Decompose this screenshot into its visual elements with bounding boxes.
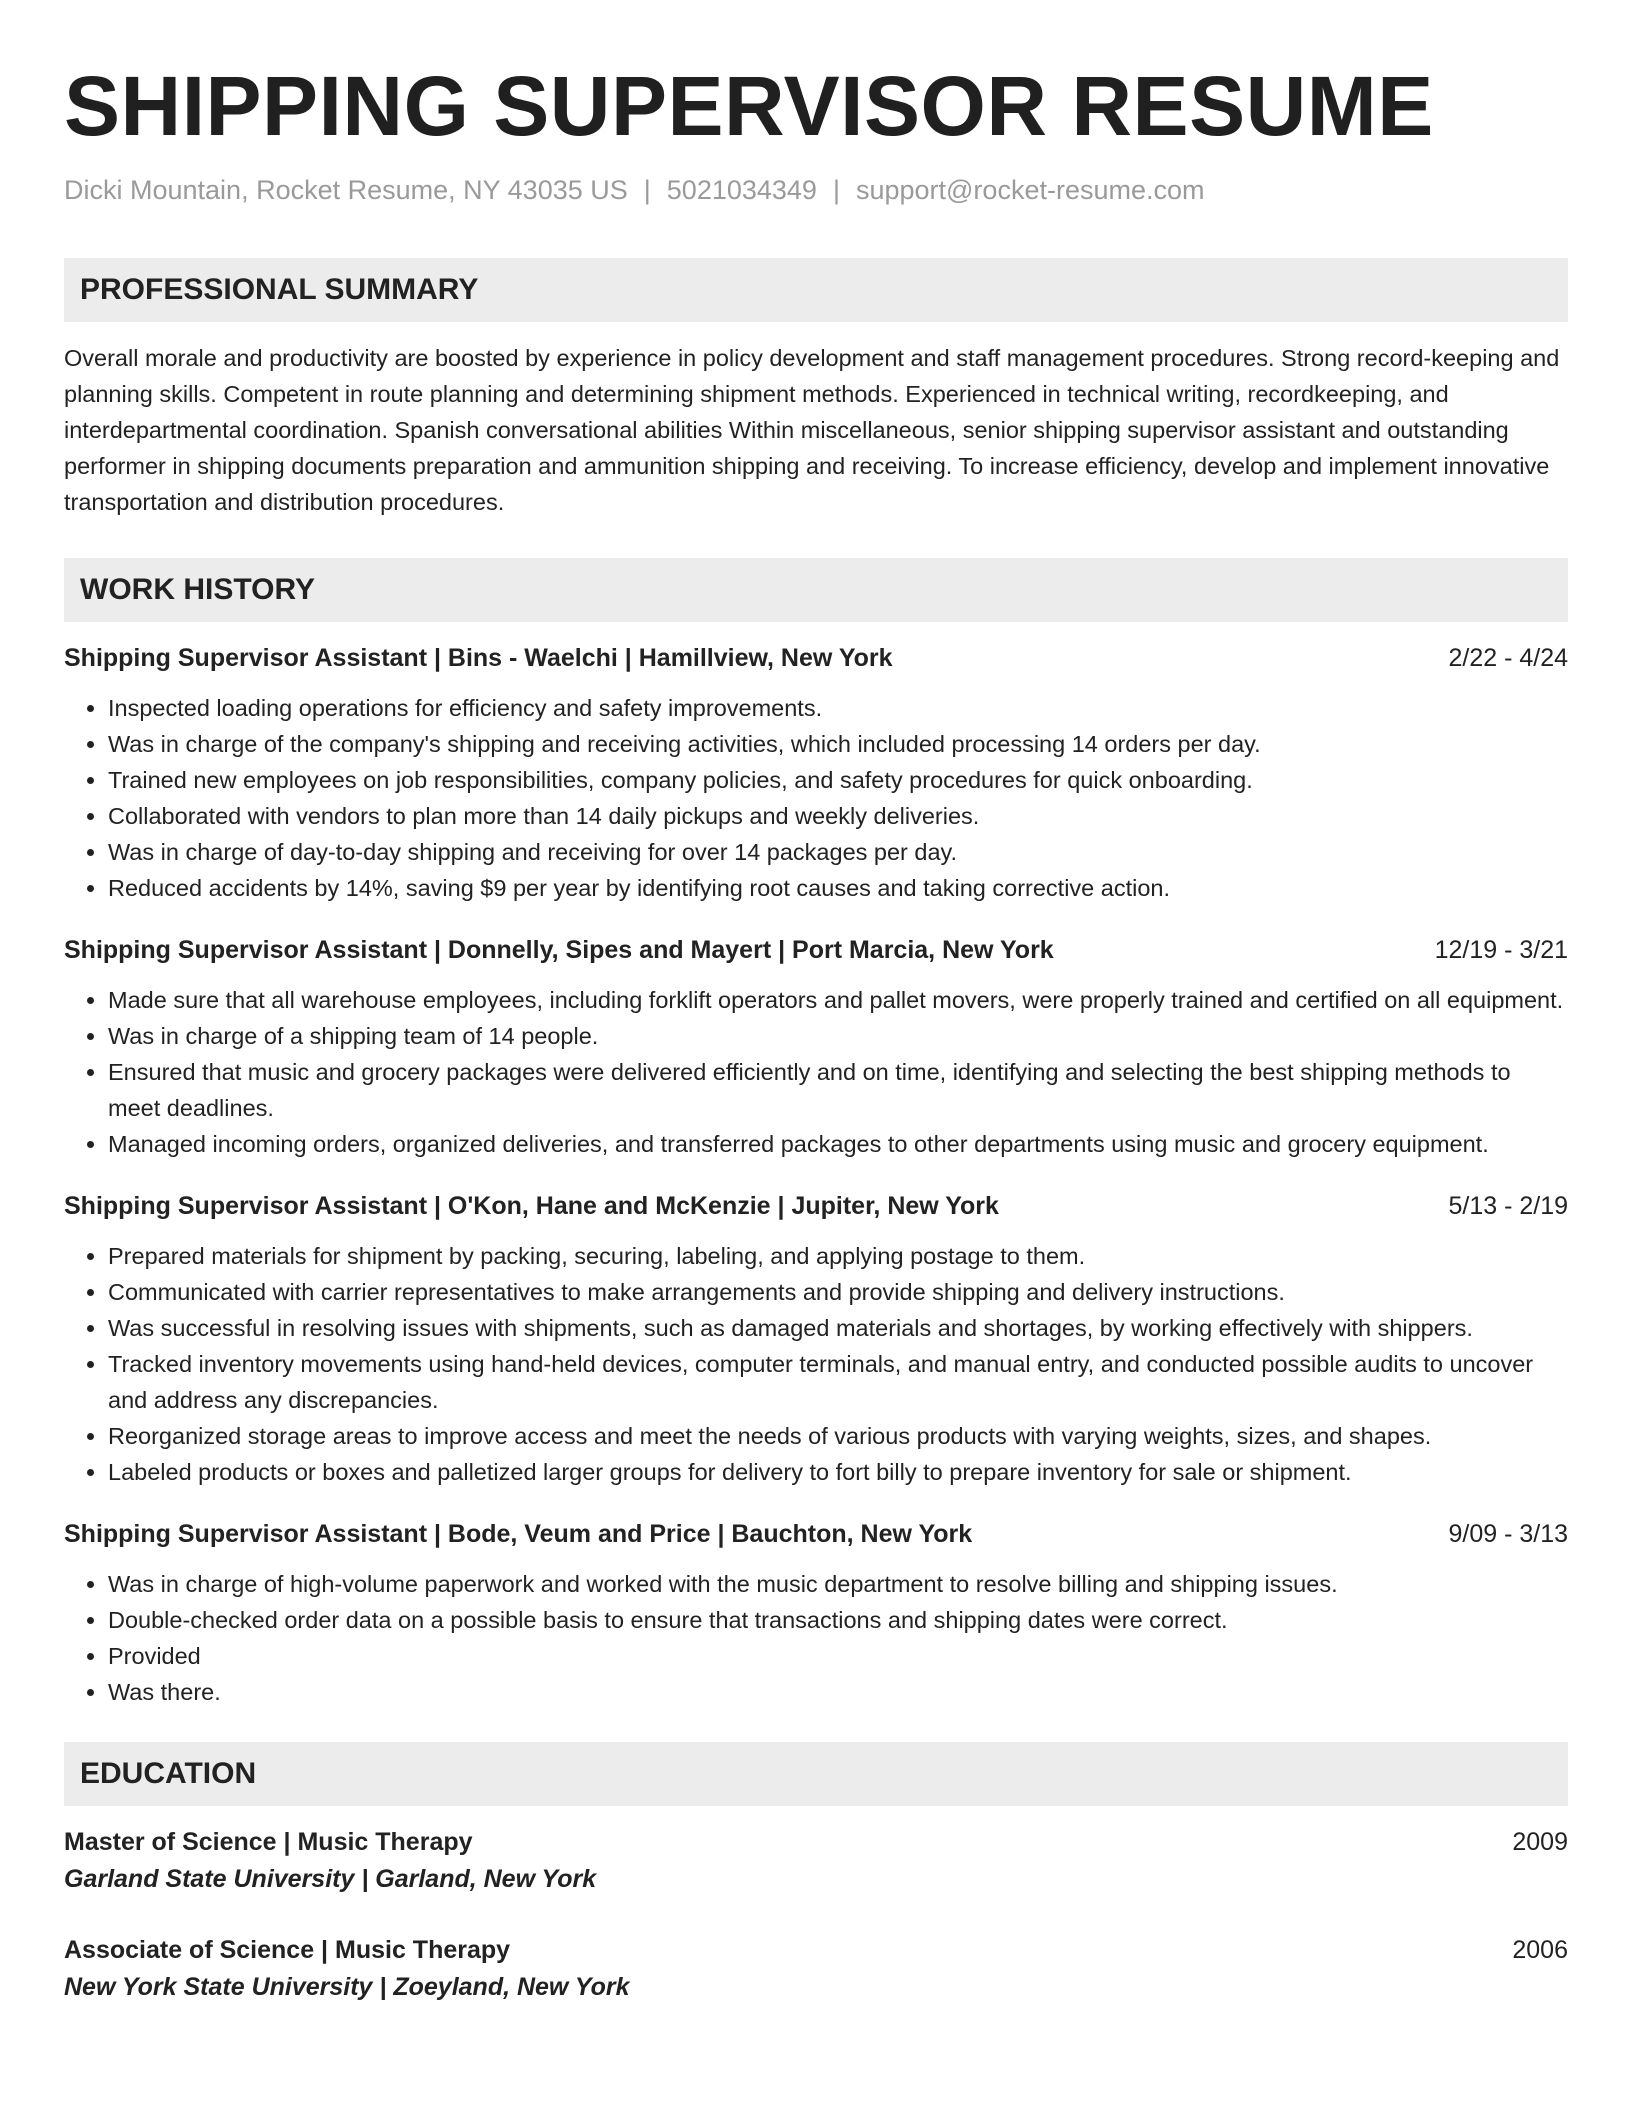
job-bullet: • Was in charge of the company's shipping and receiving activities, which included processing 14 orders per day. <box>108 726 1568 762</box>
resume-page <box>64 0 1568 2006</box>
resume-title: SHIPPING SUPERVISOR RESUME <box>64 59 1434 153</box>
summary-paragraph: Overall morale and productivity are boosted by experience in policy development and staff management procedures. Strong record-keeping and planning skills. Competent in route planning and determining shipment methods. Experienced in technical writing, recordkeeping, and interdepartmental coordination. Spanish conversational abilities Within miscellaneous, senior shipping supervisor assistant and outstanding performer in shipping documents preparation and ammunition shipping and receiving. To increase efficiency, develop and implement innovative transportation and distribution procedures. <box>64 345 1560 515</box>
education-school: Garland State University | Garland, New York <box>64 1865 597 1893</box>
job-bullet: • Ensured that music and grocery packages were delivered efficiently and on time, identifying and selecting the best shipping methods to meet deadlines. <box>108 1054 1568 1126</box>
job-bullet: • Was in charge of high-volume paperwork and worked with the music department to resolve billing and shipping issues. <box>108 1566 1568 1602</box>
job-bullet: • Tracked inventory movements using hand-held devices, computer terminals, and manual entry, and conducted possible audits to uncover and address any discrepancies. <box>108 1346 1568 1418</box>
job-bullet: • Was successful in resolving issues with shipments, such as damaged materials and shortages, by working effectively with shippers. <box>108 1310 1568 1346</box>
job-bullet: • Was in charge of day-to-day shipping and receiving for over 14 packages per day. <box>108 834 1568 870</box>
job-bullet: • Reorganized storage areas to improve access and meet the needs of various products with varying weights, sizes, and shapes. <box>108 1418 1568 1454</box>
job-bullets <box>64 982 1568 1162</box>
job-dates: 12/19 - 3/21 <box>1434 936 1568 964</box>
education-year: 2009 <box>1512 1828 1568 1856</box>
contact-separator: | <box>832 175 840 205</box>
education-header <box>64 1824 1568 1860</box>
section-heading-work-history: WORK HISTORY <box>64 558 1568 622</box>
education-degree: Master of Science | Music Therapy <box>64 1828 473 1856</box>
job-bullet: • Managed incoming orders, organized deliveries, and transferred packages to other departments using music and grocery equipment. <box>108 1126 1568 1162</box>
education-header <box>64 1932 1568 1968</box>
job-entry <box>64 1516 1568 1710</box>
job-title: Shipping Supervisor Assistant | Bode, Veum and Price | Bauchton, New York <box>64 1520 973 1548</box>
education-entry <box>64 1824 1568 1898</box>
job-bullet: • Communicated with carrier representatives to make arrangements and provide shipping and delivery instructions. <box>108 1274 1568 1310</box>
job-bullet: • Was there. <box>108 1674 1568 1710</box>
job-entry <box>64 640 1568 906</box>
job-bullet: • Double-checked order data on a possible basis to ensure that transactions and shipping dates were correct. <box>108 1602 1568 1638</box>
job-entry <box>64 1188 1568 1490</box>
job-dates: 9/09 - 3/13 <box>1448 1520 1568 1548</box>
job-dates: 2/22 - 4/24 <box>1448 644 1568 672</box>
contact-separator: | <box>643 175 651 205</box>
job-bullets <box>64 1566 1568 1710</box>
job-bullets <box>64 1238 1568 1490</box>
contact-phone: 5021034349 <box>666 175 817 205</box>
job-bullet: • Collaborated with vendors to plan more than 14 daily pickups and weekly deliveries. <box>108 798 1568 834</box>
job-bullet: • Provided <box>108 1638 1568 1674</box>
job-bullet: • Made sure that all warehouse employees, including forklift operators and pallet movers, were properly trained and certified on all equipment. <box>108 982 1568 1018</box>
education-school: New York State University | Zoeyland, New York <box>64 1973 630 2001</box>
job-bullet: • Labeled products or boxes and palletized larger groups for delivery to fort billy to prepare inventory for sale or shipment. <box>108 1454 1568 1490</box>
contact-line <box>64 172 1568 208</box>
job-title: Shipping Supervisor Assistant | Donnelly, Sipes and Mayert | Port Marcia, New York <box>64 936 1054 964</box>
job-header <box>64 932 1568 968</box>
job-bullet: • Inspected loading operations for efficiency and safety improvements. <box>108 690 1568 726</box>
job-bullet: • Reduced accidents by 14%, saving $9 per year by identifying root causes and taking corrective action. <box>108 870 1568 906</box>
job-title: Shipping Supervisor Assistant | Bins - Waelchi | Hamillview, New York <box>64 644 893 672</box>
work-history-list <box>64 640 1568 1710</box>
job-header <box>64 1516 1568 1552</box>
job-header <box>64 640 1568 676</box>
contact-email: support@rocket-resume.com <box>855 175 1205 205</box>
job-header <box>64 1188 1568 1224</box>
education-year: 2006 <box>1512 1936 1568 1964</box>
job-bullet: • Was in charge of a shipping team of 14 people. <box>108 1018 1568 1054</box>
contact-address: Dicki Mountain, Rocket Resume, NY 43035 US <box>64 175 628 205</box>
job-bullet: • Trained new employees on job responsibilities, company policies, and safety procedures for quick onboarding. <box>108 762 1568 798</box>
job-entry <box>64 932 1568 1162</box>
job-dates: 5/13 - 2/19 <box>1448 1192 1568 1220</box>
job-bullet: • Prepared materials for shipment by packing, securing, labeling, and applying postage to them. <box>108 1238 1568 1274</box>
job-title: Shipping Supervisor Assistant | O'Kon, Hane and McKenzie | Jupiter, New York <box>64 1192 999 1220</box>
job-bullets <box>64 690 1568 906</box>
section-heading-summary: PROFESSIONAL SUMMARY <box>64 258 1568 322</box>
education-degree: Associate of Science | Music Therapy <box>64 1936 511 1964</box>
section-heading-education: EDUCATION <box>64 1742 1568 1806</box>
education-entry <box>64 1932 1568 2006</box>
